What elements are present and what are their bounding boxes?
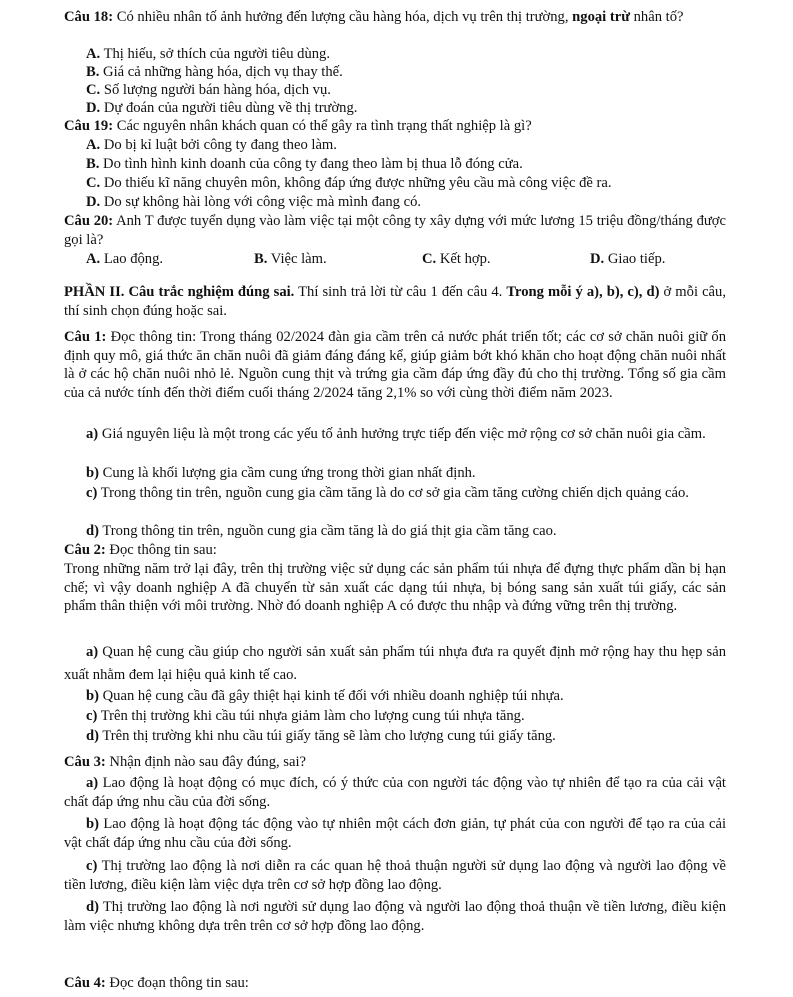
statement-text: Lao động là hoạt động tác động vào tự nhiên một cách đơn giản, tự phát của con người để tạo ra của cải vật chất đáp ứng nhu cầu của đời sống. xyxy=(64,816,726,851)
option-text: Số lượng người bán hàng hóa, dịch vụ. xyxy=(103,82,331,98)
option-c xyxy=(422,250,491,269)
option-b xyxy=(254,250,327,269)
option-a xyxy=(86,250,163,269)
statement-d xyxy=(64,522,726,541)
statement-key: b) xyxy=(86,465,99,481)
question-label: Câu 1: xyxy=(64,329,107,345)
option-key: D. xyxy=(590,251,605,267)
statement-key: c) xyxy=(86,858,98,874)
question-text: Có nhiều nhân tố ảnh hưởng đến lượng cầu hàng hóa, dịch vụ trên thị trường, xyxy=(116,9,569,25)
option-text: Dự đoán của người tiêu dùng về thị trường. xyxy=(103,100,358,116)
option-text: Do bị kỉ luật bởi công ty đang theo làm. xyxy=(103,137,337,153)
option-key: C. xyxy=(422,251,437,267)
statement-key: c) xyxy=(86,708,98,724)
statement-b xyxy=(64,687,726,706)
question-text: Nhận định nào sau đây đúng, sai? xyxy=(109,754,306,770)
part-2-heading xyxy=(64,283,726,320)
option-key: C. xyxy=(86,175,101,191)
question-label: Câu 18: xyxy=(64,9,114,25)
statement-key: a) xyxy=(86,775,99,791)
statement-question-3 xyxy=(64,753,726,772)
statement-d xyxy=(64,898,726,935)
question-text: Các nguyên nhân khách quan có thể gây ra tình trạng thất nghiệp là gì? xyxy=(116,118,532,134)
question-label: Câu 2: xyxy=(64,542,106,558)
statement-question-4 xyxy=(64,974,726,993)
statement-a xyxy=(64,425,726,444)
section-text-tail: ở mỗi câu, thí sinh chọn đúng hoặc sai. xyxy=(64,284,726,319)
option-c xyxy=(86,81,726,100)
question-18 xyxy=(64,8,726,27)
question-label: Câu 20: xyxy=(64,213,114,229)
section-heading: PHẦN II. Câu trắc nghiệm đúng sai. xyxy=(64,284,295,300)
statement-text: Trong thông tin trên, nguồn cung gia cầm tăng là do cơ sở gia cầm tăng cường chiến dịch quảng cáo. xyxy=(100,485,689,501)
option-text: Kết hợp. xyxy=(439,251,491,267)
statement-c xyxy=(64,484,726,503)
option-b xyxy=(86,155,726,174)
option-d xyxy=(590,250,665,269)
statement-key: a) xyxy=(86,426,99,442)
statement-text: Trên thị trường khi nhu cầu túi giấy tăng sẽ làm cho lượng cung túi giấy tăng. xyxy=(102,728,556,744)
option-b xyxy=(86,63,726,82)
option-key: A. xyxy=(86,46,101,62)
option-text: Thị hiếu, sở thích của người tiêu dùng. xyxy=(103,46,330,62)
statement-key: a) xyxy=(86,644,99,660)
question-text-tail: nhân tố? xyxy=(633,9,684,25)
statement-text: Giá nguyên liệu là một trong các yếu tố ảnh hưởng trực tiếp đến việc mở rộng cơ sở chăn nuôi gia cầm. xyxy=(101,426,706,442)
statement-key: d) xyxy=(86,899,99,915)
statement-b xyxy=(64,464,726,483)
statement-key: d) xyxy=(86,523,99,539)
statement-d xyxy=(64,727,726,746)
option-text: Giá cả những hàng hóa, dịch vụ thay thế. xyxy=(103,64,343,80)
question-19 xyxy=(64,117,726,136)
statement-text: Thị trường lao động là nơi diễn ra các quan hệ thoả thuận người sử dụng lao động và người lao động về tiền lương, điều kiện làm việc dựa trên cơ sở hợp đồng lao động. xyxy=(64,858,726,893)
statement-key: b) xyxy=(86,688,99,704)
option-text: Do sự không hài lòng với công việc mà mình đang có. xyxy=(103,194,422,210)
statement-b xyxy=(64,815,726,852)
option-text: Do tình hình kinh doanh của công ty đang theo làm bị thua lỗ đóng cửa. xyxy=(103,156,523,172)
statement-key: b) xyxy=(86,816,99,832)
statement-key: c) xyxy=(86,485,98,501)
option-text: Giao tiếp. xyxy=(607,251,666,267)
option-a xyxy=(86,45,726,64)
option-text: Lao động. xyxy=(103,251,164,267)
statement-text: Cung là khối lượng gia cầm cung ứng trong thời gian nhất định. xyxy=(102,465,476,481)
options-row xyxy=(86,250,726,269)
statement-text: Lao động là hoạt động có mục đích, có ý thức của con người tác động vào tự nhiên để tạo ra của cải vật chất đáp ứng nhu cầu của đời sống. xyxy=(64,775,726,810)
statement-text: Quan hệ cung cầu đã gây thiệt hại kinh tế đối với nhiều doanh nghiệp túi nhựa. xyxy=(102,688,564,704)
statement-question-1 xyxy=(64,328,726,402)
option-key: A. xyxy=(86,137,101,153)
option-a xyxy=(86,136,726,155)
option-c xyxy=(86,174,726,193)
option-key: C. xyxy=(86,82,101,98)
option-key: B. xyxy=(86,156,100,172)
option-d xyxy=(86,99,726,118)
statement-a xyxy=(64,641,726,687)
statement-key: d) xyxy=(86,728,99,744)
question-label: Câu 3: xyxy=(64,754,106,770)
statement-question-2 xyxy=(64,541,726,560)
statement-c xyxy=(64,707,726,726)
section-text: Thí sinh trả lời từ câu 1 đến câu 4. xyxy=(298,284,503,300)
option-key: A. xyxy=(86,251,101,267)
question-label: Câu 19: xyxy=(64,118,114,134)
question-text: Đọc đoạn thông tin sau: xyxy=(109,975,249,991)
option-d xyxy=(86,193,726,212)
statement-text: Thị trường lao động là nơi người sử dụng lao động và người lao động thoả thuận về tiền lương, điều kiện làm việc nhưng không dựa trên trên cơ sở hợp đồng lao động. xyxy=(64,899,727,934)
statement-text: Quan hệ cung cầu giúp cho người sản xuất sản phẩm túi nhựa đưa ra quyết định mở rộng hay thu hẹp sản xuất nhằm đem lại hiệu quả kinh tế cao. xyxy=(64,644,727,683)
question-20 xyxy=(64,212,726,249)
question-emphasis: ngoại trừ xyxy=(572,9,630,25)
statement-c xyxy=(64,857,726,894)
question-label: Câu 4: xyxy=(64,975,106,991)
option-key: B. xyxy=(254,251,268,267)
statement-text: Trên thị trường khi cầu túi nhựa giảm làm cho lượng cung túi nhựa tăng. xyxy=(100,708,525,724)
option-text: Việc làm. xyxy=(270,251,327,267)
option-key: D. xyxy=(86,194,101,210)
section-emphasis: Trong mỗi ý a), b), c), d) xyxy=(506,284,660,300)
option-text: Do thiếu kĩ năng chuyên môn, không đáp ứng được những yêu cầu mà công việc đề ra. xyxy=(103,175,612,191)
statement-a xyxy=(64,774,726,811)
statement-text: Trong thông tin trên, nguồn cung gia cầm tăng là do giá thịt gia cầm tăng cao. xyxy=(102,523,557,539)
question-text: Đọc thông tin sau: xyxy=(109,542,217,558)
question-text: Đọc thông tin: Trong tháng 02/2024 đàn gia cầm trên cả nước phát triển tốt; các cơ sở chăn nuôi giữ ổn định quy mô, giá thức ăn chăn nuôi đã giảm đáng đáng kể, giúp giảm bớt khó khăn cho hoạt động chăn nuôi nhất là ở các hộ chăn nuôi nhỏ lẻ. Nguồn cung thịt và trứng gia cầm đáp ứng đầy đủ cho thị trường. Tổng số gia cầm của cả nước tính đến thời điểm cuối tháng 2/2024 tăng 2,1% so với cùng thời điểm năm 2023. xyxy=(64,329,727,401)
option-key: B. xyxy=(86,64,100,80)
passage-text: Trong những năm trở lại đây, trên thị trường việc sử dụng các sản phẩm túi nhựa để đựng thực phẩm dần bị hạn chế; vì vậy doanh nghiệp A đã chuyển từ sản xuất các dạng túi nhựa, bị bóng sang sản xuất túi giấy, các sản phẩm thân thiện với môi trường. Nhờ đó doanh nghiệp A có được thu nhập và đứng vững trên thị trường. xyxy=(64,561,726,615)
question-text: Anh T được tuyển dụng vào làm việc tại một công ty xây dựng với mức lương 15 triệu đồng/tháng được gọi là? xyxy=(64,213,726,248)
option-key: D. xyxy=(86,100,101,116)
